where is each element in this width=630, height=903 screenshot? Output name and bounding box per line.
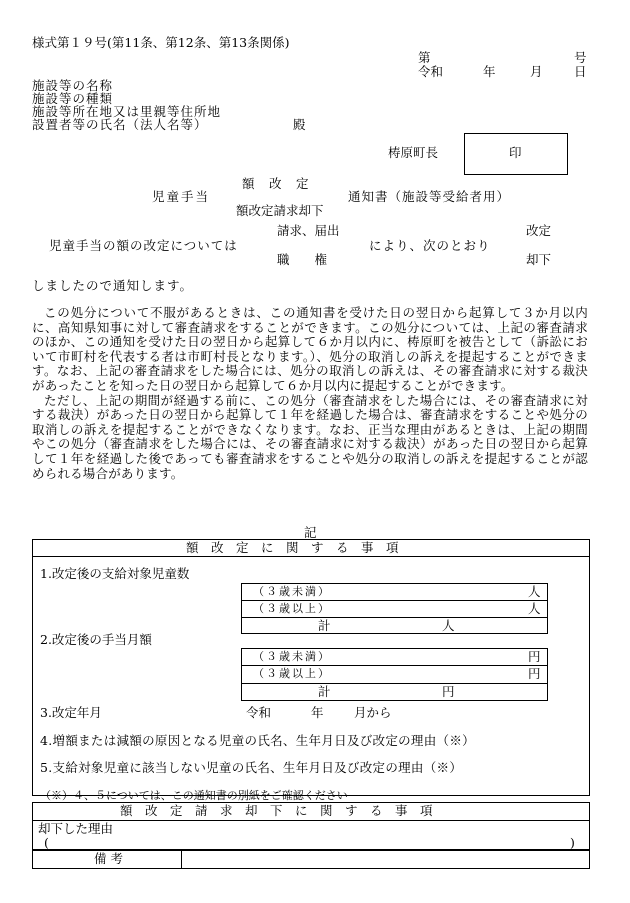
remarks-label: 備考 (94, 851, 128, 866)
option-request: 請求、届出 (277, 223, 340, 238)
issuer-title: 梼原町長 (388, 145, 439, 160)
option-reject: 却下 (526, 252, 552, 267)
title-line1: 額 改 定 (242, 176, 310, 191)
form-number: 様式第１９号(第11条、第12条、第13条関係) (32, 35, 290, 50)
divider (32, 820, 590, 821)
rejection-reason-label: 却下した理由 (38, 821, 114, 836)
item-revision-month: 3.改定年月 (40, 705, 102, 720)
amount-total-unit: 円 (442, 684, 455, 699)
divider (241, 600, 548, 601)
children-under3-unit: 人 (528, 584, 541, 599)
date-year: 年 (483, 64, 496, 79)
title-line3: 額改定請求却下 (236, 203, 324, 218)
amount-under3-unit: 円 (528, 649, 541, 664)
date-era: 令和 (418, 64, 444, 79)
note-attachment: （※）４、５については、この通知書の別紙をご確認ください (40, 789, 348, 802)
appeal-paragraphs (32, 306, 588, 481)
notice-middle: により、次のとおり (369, 238, 491, 253)
paren-close: ) (570, 835, 575, 850)
paren-open: ( (44, 835, 49, 850)
operator-label: 設置者等の氏名（法人名等） (32, 117, 208, 132)
amount-under3-label: （３歳未満） (253, 650, 331, 663)
notice-lead: 児童手当の額の改定については (49, 238, 238, 253)
date-month: 月 (530, 64, 543, 79)
amount-over3-unit: 円 (528, 666, 541, 681)
doc-number-suffix: 号 (574, 50, 587, 65)
date-day: 日 (574, 64, 587, 79)
doc-number-prefix: 第 (418, 50, 431, 65)
divider (181, 850, 182, 869)
revision-section-header: 額 改 定 に 関 す る 事 項 (186, 540, 399, 555)
divider (32, 556, 590, 557)
revision-era: 令和 (246, 705, 272, 720)
amount-over3-label: （３歳以上） (253, 667, 331, 680)
divider (241, 683, 548, 684)
title-prefix: 児童手当 (152, 189, 211, 204)
item-children-count: 1.改定後の支給対象児童数 (40, 566, 190, 581)
children-over3-unit: 人 (528, 601, 541, 616)
children-over3-label: （３歳以上） (253, 602, 331, 615)
amount-total-label: 計 (318, 684, 331, 699)
rejection-section-header: 額 改 定 請 求 却 下 に 関 す る 事 項 (120, 803, 433, 818)
option-ex-officio: 職 権 (277, 252, 328, 267)
option-revise: 改定 (526, 223, 552, 238)
item-monthly-amount: 2.改定後の手当月額 (40, 632, 152, 647)
children-under3-label: （３歳未満） (253, 585, 331, 598)
facility-type-label: 施設等の種類 (32, 91, 114, 106)
children-total-label: 計 (318, 618, 331, 633)
seal-mark: 印 (509, 145, 522, 160)
ki-mark: 記 (304, 525, 317, 540)
title-main: 通知書（施設等受給者用） (348, 189, 511, 204)
divider (241, 665, 548, 666)
address-label: 施設等所在地又は里親等住所地 (32, 104, 222, 119)
children-total-unit: 人 (442, 618, 455, 633)
item-excluded-children: 5.支給対象児童に該当しない児童の氏名、生年月日及び改定の理由（※） (40, 760, 463, 775)
revision-month: 月から (354, 705, 392, 720)
notice-end: しましたので通知します。 (32, 278, 194, 293)
honorific: 殿 (293, 117, 306, 132)
revision-year: 年 (311, 705, 324, 720)
appeal-paragraph-2: ただし、上記の期間が経過する前に、この処分（審査請求をした場合には、その審査請求に対する裁決）があった日の翌日から起算して１年を経過した場合は、審査請求をすることや処分の取消しの訴えを提起することができなくなります。なお、正当な理由があるときは、上記の期間やこの処分（審査請求をした場合には、その審査請求に対する裁決）があった日の翌日から起算して１年を経過した後であっても審査請求をすることや処分の取消しの訴えを提起することが認められる場合があります。 (32, 392, 588, 481)
divider (241, 617, 548, 618)
appeal-paragraph-1: この処分について不服があるときは、この通知書を受けた日の翌日から起算して３か月以内に、高知県知事に対して審査請求をすることができます。この処分については、上記の審査請求のほか、この通知を受けた日の翌日から起算して６か月以内に、梼原町を被告として（訴訟において市町村を代表する者は市町村長となります。）、処分の取消しの訴えを提起することができます。なお、上記の審査請求をした場合には、処分の取消しの訴えは、その審査請求に対する裁決があったことを知った日の翌日から起算して６か月以内に提起することができます。 (32, 305, 588, 393)
item-increase-reason: 4.増額または減額の原因となる児童の氏名、生年月日及び改定の理由（※） (40, 733, 475, 748)
facility-name-label: 施設等の名称 (32, 78, 114, 93)
